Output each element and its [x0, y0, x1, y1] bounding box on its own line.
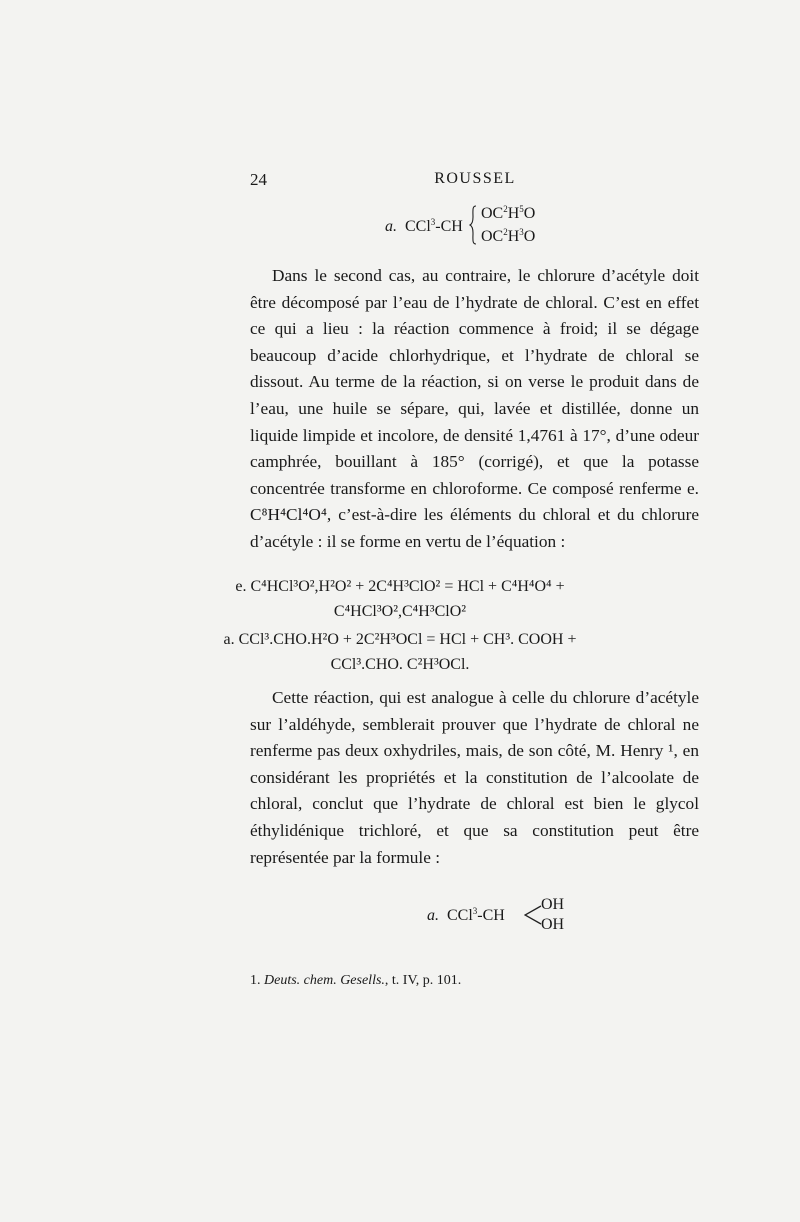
equation-line-3: a. CCl³.CHO.H²O + 2C²H³OCl = HCl + CH³. COOH + — [223, 631, 577, 648]
equation-line-4: CCl³.CHO. C²H³OCl. — [330, 656, 470, 673]
footnote-ref: , t. IV, p. 101. — [384, 973, 462, 988]
paragraph-2 — [250, 685, 699, 871]
paragraph-2-text: Cette réaction, qui est analogue à celle du chlorure d’acétyle sur l’aldéhyde, semblerait prouver que l’hydrate de chloral ne renferme pas deux oxhydriles, mais, de son côté, M. Henry ¹, en considérant les propriétés et la constitution de l’alcoolate de chloral, conclut que l’hydrate de chloral est bien le glycol éthylidénique trichloré, et que sa constitution peut être représentée par la formule : — [250, 688, 699, 867]
hydroxyl-bottom: OH — [541, 916, 565, 933]
bond-fork-icon — [524, 904, 542, 926]
formula-acetal-lhs: a. CCl$^3$-CH — [385, 217, 463, 235]
paragraph-1 — [250, 263, 699, 556]
footnote-number: 1. — [250, 973, 261, 988]
brace-icon — [469, 205, 477, 245]
branch-top: $OC^2H^5O$ — [481, 204, 536, 222]
footnote — [250, 973, 461, 989]
hydroxyl-top: OH — [541, 896, 565, 913]
equation-line-1: e. C⁴HCl³O²,H²O² + 2C⁴H³ClO² = HCl + C⁴H⁴O⁴ + — [235, 578, 565, 595]
equation-line-2: C⁴HCl³O²,C⁴H³ClO² — [333, 603, 467, 620]
paragraph-1-text: Dans le second cas, au contraire, le chlorure d’acétyle doit être décomposé par l’eau de l’hydrate de chloral. C’est en effet ce qui a lieu : la réaction commence à froid; il se dégage beaucoup d’acide chlorhydrique, et l’hydrate de chloral se dissout. Au terme de la réaction, si on verse le produit dans de l’eau, une huile se sépare, qui, lavée et distillée, donne un liquide limpide et incolore, de densité 1,4761 à 17°, d’une odeur camphrée, bouillant à 185° (corrigé), et que la potasse concentrée transforme en chloroforme. Ce composé renferme e. C⁸H⁴Cl⁴O⁴, c’est-à-dire les éléments du chloral et du chlorure d’acétyle : il se forme en vertu de l’équation : — [250, 266, 699, 551]
formula-label: a. — [385, 218, 397, 235]
formula-label: a. — [427, 907, 439, 924]
footnote-journal: Deuts. chem. Gesells. — [264, 973, 385, 988]
formula-glycol-lhs: a. CCl$^3$-CH — [427, 906, 505, 924]
page-number: 24 — [250, 170, 267, 189]
running-head — [250, 170, 700, 192]
header-title: ROUSSEL — [434, 170, 516, 187]
branch-bottom: $OC^2H^3O$ — [481, 227, 536, 245]
